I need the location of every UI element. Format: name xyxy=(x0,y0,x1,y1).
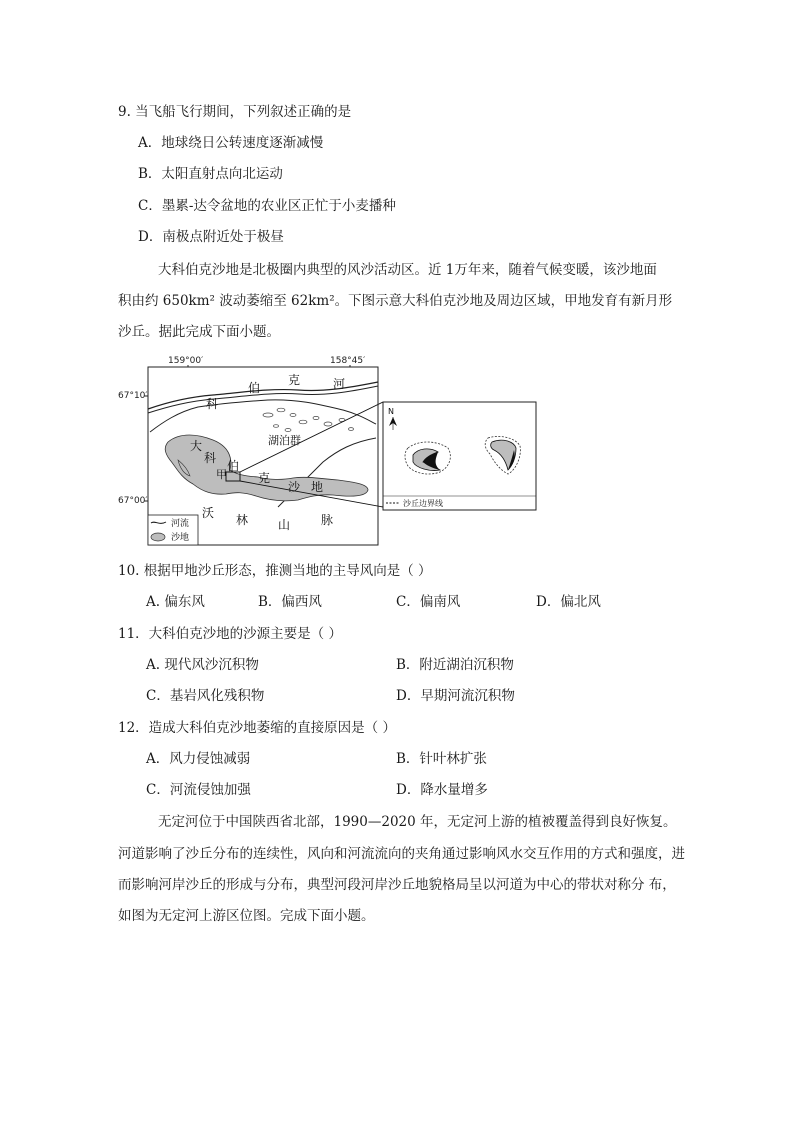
label-da: 大 xyxy=(190,439,203,453)
label-bo: 伯 xyxy=(248,381,261,395)
sand-land-map xyxy=(118,352,548,547)
legend-sand-label: 沙地 xyxy=(171,533,190,543)
label-di: 地 xyxy=(311,480,324,494)
label-jia: 甲 xyxy=(216,468,227,481)
question-9-option-b[interactable]: B．太阳直射点向北运动 xyxy=(138,166,283,182)
question-12-option-d[interactable]: D．降水量增多 xyxy=(396,782,488,798)
passage-1-line-1: 大科伯克沙地是北极圈内典型的风沙活动区。近 1万年来，随着气候变暖，该沙地面 xyxy=(158,262,657,278)
passage-2-line-2: 河道影响了沙丘分布的连续性，风向和河流流向的夹角通过影响风水交互作用的方式和强度，进 xyxy=(118,846,685,862)
label-shan: 山 xyxy=(278,518,291,532)
question-9-option-a[interactable]: A．地球绕日公转速度逐渐减慢 xyxy=(138,135,324,151)
label-ke3: 科 xyxy=(204,451,217,465)
label-mai: 脉 xyxy=(321,513,334,527)
passage-2-line-1: 无定河位于中国陕西省北部，1990—2020 年，无定河上游的植被覆盖得到良好恢复。 xyxy=(158,814,677,830)
question-11-option-a[interactable]: A. 现代风沙沉积物 xyxy=(146,657,259,673)
question-12-option-a[interactable]: A．风力侵蚀减弱 xyxy=(146,751,251,767)
question-9-option-d[interactable]: D．南极点附近处于极昼 xyxy=(138,229,284,245)
question-11-option-b[interactable]: B．附近湖泊沉积物 xyxy=(396,657,514,673)
question-10-option-a[interactable]: A. 偏东风 xyxy=(146,594,205,610)
label-bo2: 伯 xyxy=(227,459,240,473)
question-11-stem: 11．大科伯克沙地的沙源主要是（ ） xyxy=(118,626,342,642)
lat-bottom-label: 67°00′ xyxy=(118,496,148,506)
question-12-stem: 12．造成大科伯克沙地萎缩的直接原因是（ ） xyxy=(118,720,396,736)
lon-left-label: 159°00′ xyxy=(168,356,204,366)
question-9-stem: 9. 当飞船飞行期间，下列叙述正确的是 xyxy=(118,104,352,120)
label-lakes: 湖泊群 xyxy=(268,434,301,447)
passage-1-line-3: 沙丘。据此完成下面小题。 xyxy=(118,324,280,340)
question-10-option-c[interactable]: C．偏南风 xyxy=(396,594,461,610)
legend-river-label: 河流 xyxy=(171,519,190,529)
north-label: N xyxy=(388,407,394,416)
label-ke4: 克 xyxy=(258,471,271,485)
question-11-option-c[interactable]: C．基岩风化残积物 xyxy=(146,688,265,704)
question-10-stem: 10. 根据甲地沙丘形态，推测当地的主导风向是（ ） xyxy=(118,563,432,579)
question-10-option-b[interactable]: B．偏西风 xyxy=(258,594,322,610)
question-12-option-b[interactable]: B．针叶林扩张 xyxy=(396,751,487,767)
label-wo: 沃 xyxy=(202,506,215,520)
lon-right-label: 158°45′ xyxy=(330,356,366,366)
passage-2-line-4: 如图为无定河上游区位图。完成下面小题。 xyxy=(118,908,375,924)
label-ke: 科 xyxy=(206,397,219,411)
question-10-option-d[interactable]: D．偏北风 xyxy=(536,594,601,610)
label-sha: 沙 xyxy=(288,480,301,494)
question-11-option-d[interactable]: D．早期河流沉积物 xyxy=(396,688,515,704)
lat-top-label: 67°10′ xyxy=(118,391,148,401)
passage-2-line-3: 而影响河岸沙丘的形成与分布，典型河段河岸沙丘地貌格局呈以河道为中心的带状对称分 布， xyxy=(118,877,676,893)
label-lin: 林 xyxy=(236,513,249,527)
legend-sand-symbol xyxy=(151,533,165,541)
question-9-option-c[interactable]: C．墨累-达令盆地的农业区正忙于小麦播种 xyxy=(138,198,396,214)
lake xyxy=(263,413,273,417)
label-ke2: 克 xyxy=(288,373,301,387)
legend-boundary-label: 沙丘边界线 xyxy=(403,499,443,508)
question-12-option-c[interactable]: C．河流侵蚀加强 xyxy=(146,782,251,798)
label-he: 河 xyxy=(333,377,346,391)
passage-1-line-2: 积由约 650km² 波动萎缩至 62km²。下图示意大科伯克沙地及周边区域，甲地发育有新月形 xyxy=(118,293,673,309)
